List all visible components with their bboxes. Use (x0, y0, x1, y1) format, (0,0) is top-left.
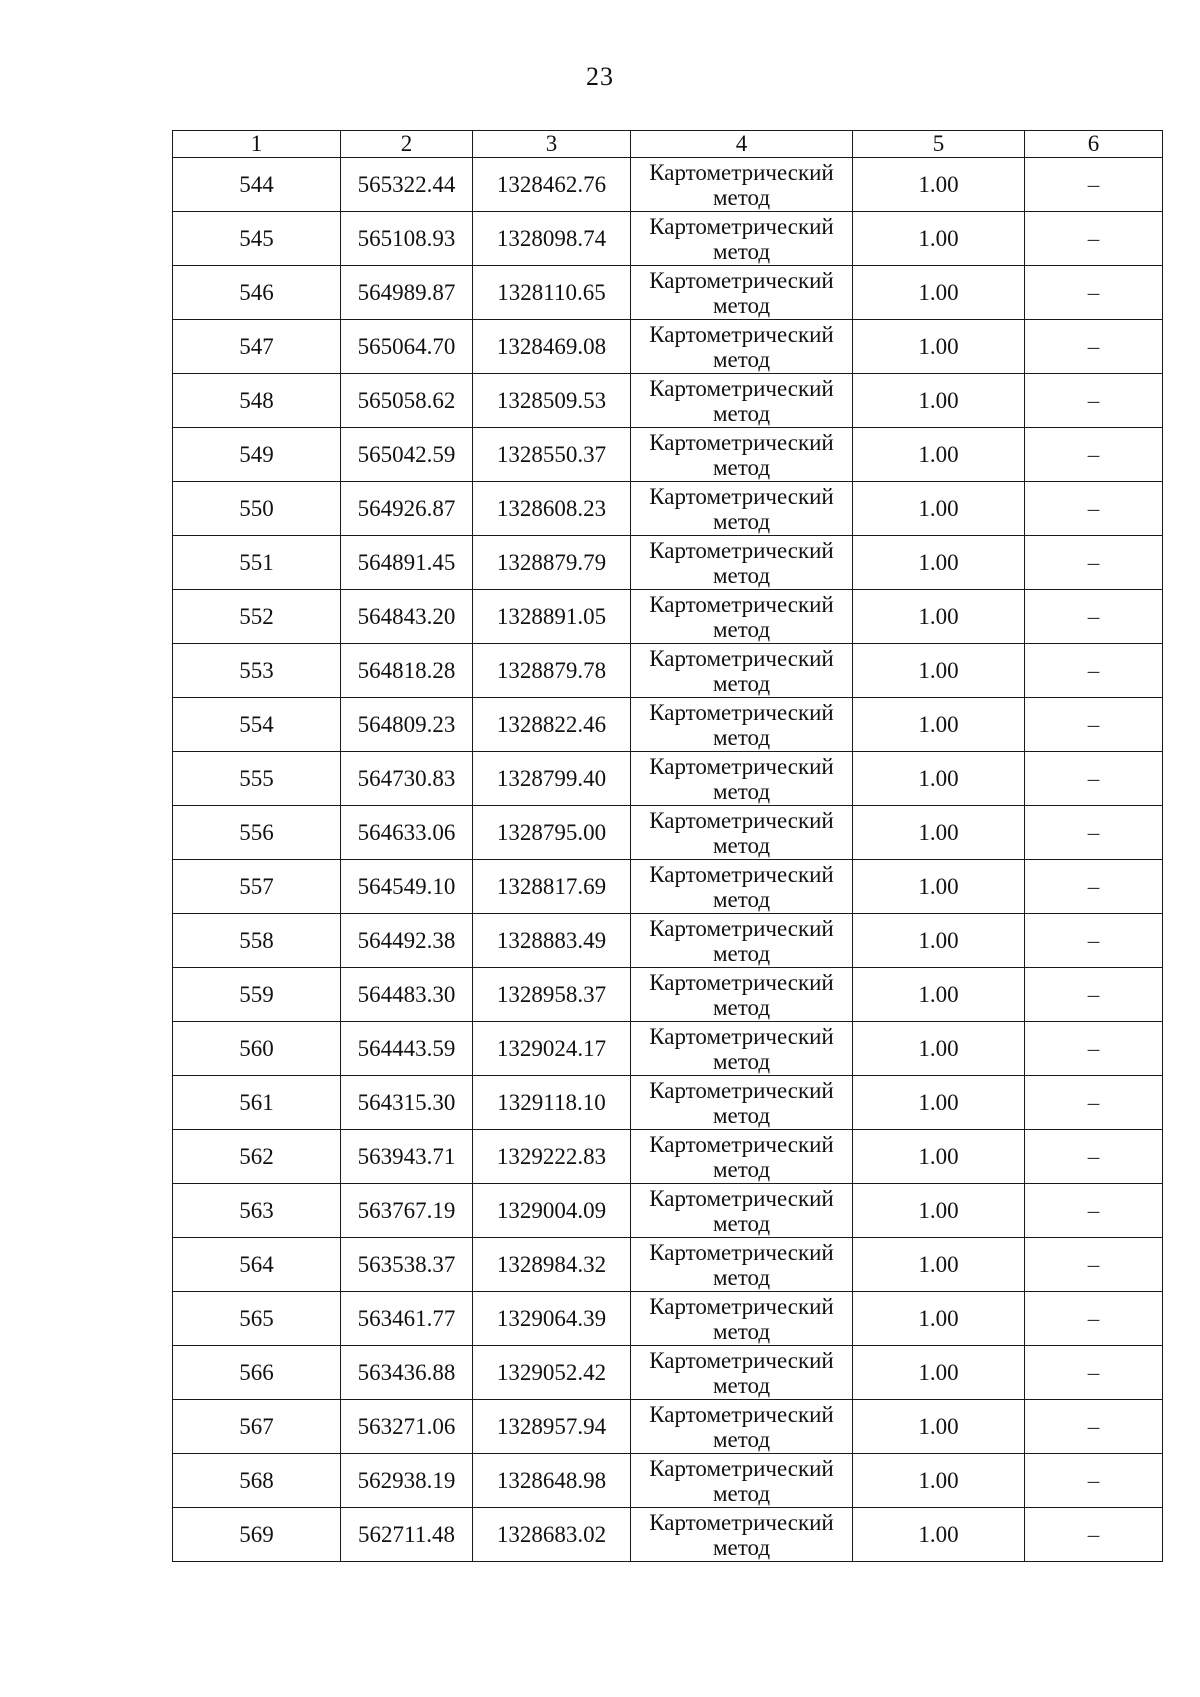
point-number-cell: 563 (173, 1184, 341, 1238)
method-text-line-1: Картометрический (649, 1347, 834, 1373)
method-text-line-1: Картометрический (649, 1023, 834, 1049)
accuracy-cell: 1.00 (853, 158, 1025, 212)
coordinates-table-body (173, 131, 1163, 1562)
x-coordinate-cell: 564989.87 (341, 266, 473, 320)
x-coordinate-cell: 564891.45 (341, 536, 473, 590)
method-text-line-1: Картометрический (649, 1185, 834, 1211)
point-number-cell: 559 (173, 968, 341, 1022)
accuracy-cell: 1.00 (853, 212, 1025, 266)
table-row (173, 1076, 1163, 1130)
x-coordinate-cell: 563461.77 (341, 1292, 473, 1346)
x-coordinate-cell: 565058.62 (341, 374, 473, 428)
x-coordinate-cell: 564315.30 (341, 1076, 473, 1130)
y-coordinate-cell: 1328098.74 (473, 212, 631, 266)
table-row (173, 644, 1163, 698)
y-coordinate-cell: 1328648.98 (473, 1454, 631, 1508)
coordinates-table (172, 130, 1163, 1562)
description-cell: – (1025, 968, 1163, 1022)
y-coordinate-cell: 1329118.10 (473, 1076, 631, 1130)
description-cell: – (1025, 1130, 1163, 1184)
method-text-line-2: метод (712, 1318, 771, 1344)
y-coordinate-cell: 1328817.69 (473, 860, 631, 914)
method-text-line-1: Картометрический (649, 483, 834, 509)
accuracy-cell: 1.00 (853, 752, 1025, 806)
point-number-cell: 558 (173, 914, 341, 968)
page-number: 23 (586, 62, 614, 91)
method-text-line-1: Картометрический (649, 591, 834, 617)
x-coordinate-cell: 562711.48 (341, 1508, 473, 1562)
description-cell: – (1025, 536, 1163, 590)
method-text-line-1: Картометрический (649, 1131, 834, 1157)
method-cell (631, 1238, 853, 1292)
point-number-cell: 545 (173, 212, 341, 266)
y-coordinate-cell: 1328550.37 (473, 428, 631, 482)
method-text-line-1: Картометрический (649, 159, 834, 185)
table-row (173, 158, 1163, 212)
table-row (173, 1292, 1163, 1346)
method-text-line-1: Картометрический (649, 645, 834, 671)
accuracy-cell: 1.00 (853, 698, 1025, 752)
point-number-cell: 547 (173, 320, 341, 374)
x-coordinate-cell: 564443.59 (341, 1022, 473, 1076)
table-row (173, 374, 1163, 428)
point-number-cell: 561 (173, 1076, 341, 1130)
table-row (173, 1454, 1163, 1508)
point-number-cell: 560 (173, 1022, 341, 1076)
table-row (173, 1346, 1163, 1400)
method-text-line-2: метод (712, 238, 771, 264)
method-text-line-2: метод (712, 1264, 771, 1290)
y-coordinate-cell: 1328683.02 (473, 1508, 631, 1562)
point-number-cell: 569 (173, 1508, 341, 1562)
accuracy-cell: 1.00 (853, 374, 1025, 428)
description-cell: – (1025, 158, 1163, 212)
column-header: 1 (173, 131, 341, 158)
method-text-line-2: метод (712, 1048, 771, 1074)
accuracy-cell: 1.00 (853, 968, 1025, 1022)
description-cell: – (1025, 320, 1163, 374)
x-coordinate-cell: 565042.59 (341, 428, 473, 482)
method-text-line-1: Картометрический (649, 861, 834, 887)
method-cell (631, 374, 853, 428)
point-number-cell: 564 (173, 1238, 341, 1292)
method-text-line-2: метод (712, 616, 771, 642)
x-coordinate-cell: 564730.83 (341, 752, 473, 806)
point-number-cell: 566 (173, 1346, 341, 1400)
method-text-line-1: Картометрический (649, 1077, 834, 1103)
method-cell (631, 590, 853, 644)
method-cell (631, 644, 853, 698)
method-cell (631, 752, 853, 806)
y-coordinate-cell: 1329024.17 (473, 1022, 631, 1076)
method-text-line-2: метод (712, 886, 771, 912)
accuracy-cell: 1.00 (853, 806, 1025, 860)
method-text-line-2: метод (712, 1426, 771, 1452)
x-coordinate-cell: 564633.06 (341, 806, 473, 860)
point-number-cell: 548 (173, 374, 341, 428)
accuracy-cell: 1.00 (853, 482, 1025, 536)
y-coordinate-cell: 1328795.00 (473, 806, 631, 860)
point-number-cell: 551 (173, 536, 341, 590)
table-row (173, 1022, 1163, 1076)
method-text-line-2: метод (712, 400, 771, 426)
y-coordinate-cell: 1328608.23 (473, 482, 631, 536)
description-cell: – (1025, 1346, 1163, 1400)
description-cell: – (1025, 212, 1163, 266)
accuracy-cell: 1.00 (853, 590, 1025, 644)
table-row (173, 212, 1163, 266)
method-text-line-2: метод (712, 1102, 771, 1128)
method-cell (631, 320, 853, 374)
method-text-line-1: Картометрический (649, 321, 834, 347)
accuracy-cell: 1.00 (853, 1130, 1025, 1184)
table-row (173, 536, 1163, 590)
y-coordinate-cell: 1328110.65 (473, 266, 631, 320)
method-cell (631, 266, 853, 320)
x-coordinate-cell: 564483.30 (341, 968, 473, 1022)
point-number-cell: 552 (173, 590, 341, 644)
description-cell: – (1025, 590, 1163, 644)
x-coordinate-cell: 563943.71 (341, 1130, 473, 1184)
description-cell: – (1025, 1292, 1163, 1346)
accuracy-cell: 1.00 (853, 1022, 1025, 1076)
method-text-line-2: метод (712, 1480, 771, 1506)
accuracy-cell: 1.00 (853, 860, 1025, 914)
point-number-cell: 556 (173, 806, 341, 860)
method-cell (631, 212, 853, 266)
table-row (173, 1184, 1163, 1238)
description-cell: – (1025, 1076, 1163, 1130)
x-coordinate-cell: 563538.37 (341, 1238, 473, 1292)
point-number-cell: 553 (173, 644, 341, 698)
point-number-cell: 565 (173, 1292, 341, 1346)
point-number-cell: 557 (173, 860, 341, 914)
point-number-cell: 567 (173, 1400, 341, 1454)
method-text-line-2: метод (712, 1156, 771, 1182)
method-text-line-2: метод (712, 562, 771, 588)
table-row (173, 590, 1163, 644)
table-row (173, 320, 1163, 374)
column-header: 5 (853, 131, 1025, 158)
y-coordinate-cell: 1328799.40 (473, 752, 631, 806)
x-coordinate-cell: 563271.06 (341, 1400, 473, 1454)
accuracy-cell: 1.00 (853, 1292, 1025, 1346)
method-text-line-2: метод (712, 778, 771, 804)
method-text-line-1: Картометрический (649, 1293, 834, 1319)
x-coordinate-cell: 564492.38 (341, 914, 473, 968)
table-row (173, 1238, 1163, 1292)
method-text-line-2: метод (712, 832, 771, 858)
method-text-line-2: метод (712, 508, 771, 534)
method-text-line-1: Картометрический (649, 537, 834, 563)
y-coordinate-cell: 1328469.08 (473, 320, 631, 374)
method-cell (631, 1400, 853, 1454)
x-coordinate-cell: 564809.23 (341, 698, 473, 752)
method-cell (631, 1184, 853, 1238)
x-coordinate-cell: 563767.19 (341, 1184, 473, 1238)
table-row (173, 1130, 1163, 1184)
description-cell: – (1025, 1454, 1163, 1508)
description-cell: – (1025, 752, 1163, 806)
table-header-row (173, 131, 1163, 158)
x-coordinate-cell: 564926.87 (341, 482, 473, 536)
method-text-line-1: Картометрический (649, 753, 834, 779)
method-text-line-2: метод (712, 1372, 771, 1398)
method-cell (631, 428, 853, 482)
table-row (173, 1508, 1163, 1562)
accuracy-cell: 1.00 (853, 1454, 1025, 1508)
accuracy-cell: 1.00 (853, 1508, 1025, 1562)
x-coordinate-cell: 565108.93 (341, 212, 473, 266)
x-coordinate-cell: 565322.44 (341, 158, 473, 212)
description-cell: – (1025, 1238, 1163, 1292)
point-number-cell: 549 (173, 428, 341, 482)
x-coordinate-cell: 564818.28 (341, 644, 473, 698)
description-cell: – (1025, 1022, 1163, 1076)
method-text-line-1: Картометрический (649, 915, 834, 941)
method-cell (631, 860, 853, 914)
description-cell: – (1025, 374, 1163, 428)
description-cell: – (1025, 860, 1163, 914)
table-row (173, 428, 1163, 482)
method-cell (631, 1130, 853, 1184)
accuracy-cell: 1.00 (853, 1238, 1025, 1292)
method-text-line-1: Картометрический (649, 1239, 834, 1265)
method-text-line-1: Картометрический (649, 807, 834, 833)
table-row (173, 968, 1163, 1022)
method-cell (631, 1508, 853, 1562)
y-coordinate-cell: 1328984.32 (473, 1238, 631, 1292)
point-number-cell: 554 (173, 698, 341, 752)
y-coordinate-cell: 1328957.94 (473, 1400, 631, 1454)
accuracy-cell: 1.00 (853, 266, 1025, 320)
column-header: 2 (341, 131, 473, 158)
method-text-line-2: метод (712, 346, 771, 372)
accuracy-cell: 1.00 (853, 914, 1025, 968)
table-row (173, 860, 1163, 914)
method-text-line-2: метод (712, 670, 771, 696)
description-cell: – (1025, 1400, 1163, 1454)
y-coordinate-cell: 1328891.05 (473, 590, 631, 644)
y-coordinate-cell: 1328509.53 (473, 374, 631, 428)
method-cell (631, 806, 853, 860)
y-coordinate-cell: 1328958.37 (473, 968, 631, 1022)
point-number-cell: 544 (173, 158, 341, 212)
y-coordinate-cell: 1328822.46 (473, 698, 631, 752)
y-coordinate-cell: 1328879.79 (473, 536, 631, 590)
point-number-cell: 546 (173, 266, 341, 320)
accuracy-cell: 1.00 (853, 320, 1025, 374)
description-cell: – (1025, 914, 1163, 968)
method-cell (631, 482, 853, 536)
column-header: 3 (473, 131, 631, 158)
table-row (173, 266, 1163, 320)
accuracy-cell: 1.00 (853, 1400, 1025, 1454)
method-text-line-1: Картометрический (649, 429, 834, 455)
table-row (173, 752, 1163, 806)
point-number-cell: 562 (173, 1130, 341, 1184)
description-cell: – (1025, 698, 1163, 752)
method-cell (631, 1454, 853, 1508)
method-cell (631, 914, 853, 968)
column-header: 6 (1025, 131, 1163, 158)
accuracy-cell: 1.00 (853, 536, 1025, 590)
description-cell: – (1025, 806, 1163, 860)
method-text-line-1: Картометрический (649, 213, 834, 239)
method-text-line-2: метод (712, 724, 771, 750)
method-text-line-1: Картометрический (649, 1455, 834, 1481)
method-cell (631, 1076, 853, 1130)
description-cell: – (1025, 428, 1163, 482)
y-coordinate-cell: 1328879.78 (473, 644, 631, 698)
method-cell (631, 1346, 853, 1400)
method-text-line-1: Картометрический (649, 1401, 834, 1427)
table-row (173, 482, 1163, 536)
x-coordinate-cell: 563436.88 (341, 1346, 473, 1400)
accuracy-cell: 1.00 (853, 644, 1025, 698)
method-text-line-2: метод (712, 454, 771, 480)
method-cell (631, 158, 853, 212)
y-coordinate-cell: 1328462.76 (473, 158, 631, 212)
x-coordinate-cell: 564549.10 (341, 860, 473, 914)
y-coordinate-cell: 1329004.09 (473, 1184, 631, 1238)
description-cell: – (1025, 1508, 1163, 1562)
description-cell: – (1025, 266, 1163, 320)
point-number-cell: 550 (173, 482, 341, 536)
x-coordinate-cell: 562938.19 (341, 1454, 473, 1508)
method-cell (631, 536, 853, 590)
y-coordinate-cell: 1329064.39 (473, 1292, 631, 1346)
x-coordinate-cell: 564843.20 (341, 590, 473, 644)
table-row (173, 1400, 1163, 1454)
table-row (173, 914, 1163, 968)
method-text-line-2: метод (712, 1210, 771, 1236)
accuracy-cell: 1.00 (853, 428, 1025, 482)
description-cell: – (1025, 1184, 1163, 1238)
y-coordinate-cell: 1328883.49 (473, 914, 631, 968)
x-coordinate-cell: 565064.70 (341, 320, 473, 374)
method-text-line-2: метод (712, 940, 771, 966)
method-text-line-2: метод (712, 292, 771, 318)
description-cell: – (1025, 644, 1163, 698)
table-row (173, 806, 1163, 860)
method-cell (631, 1022, 853, 1076)
method-text-line-1: Картометрический (649, 969, 834, 995)
method-cell (631, 1292, 853, 1346)
accuracy-cell: 1.00 (853, 1184, 1025, 1238)
y-coordinate-cell: 1329052.42 (473, 1346, 631, 1400)
method-text-line-2: метод (712, 994, 771, 1020)
table-row (173, 698, 1163, 752)
method-text-line-2: метод (712, 184, 771, 210)
column-header: 4 (631, 131, 853, 158)
point-number-cell: 555 (173, 752, 341, 806)
method-text-line-2: метод (712, 1534, 771, 1560)
description-cell: – (1025, 482, 1163, 536)
point-number-cell: 568 (173, 1454, 341, 1508)
accuracy-cell: 1.00 (853, 1076, 1025, 1130)
method-cell (631, 968, 853, 1022)
method-text-line-1: Картометрический (649, 699, 834, 725)
method-text-line-1: Картометрический (649, 375, 834, 401)
method-text-line-1: Картометрический (649, 267, 834, 293)
method-text-line-1: Картометрический (649, 1509, 834, 1535)
accuracy-cell: 1.00 (853, 1346, 1025, 1400)
y-coordinate-cell: 1329222.83 (473, 1130, 631, 1184)
method-cell (631, 698, 853, 752)
